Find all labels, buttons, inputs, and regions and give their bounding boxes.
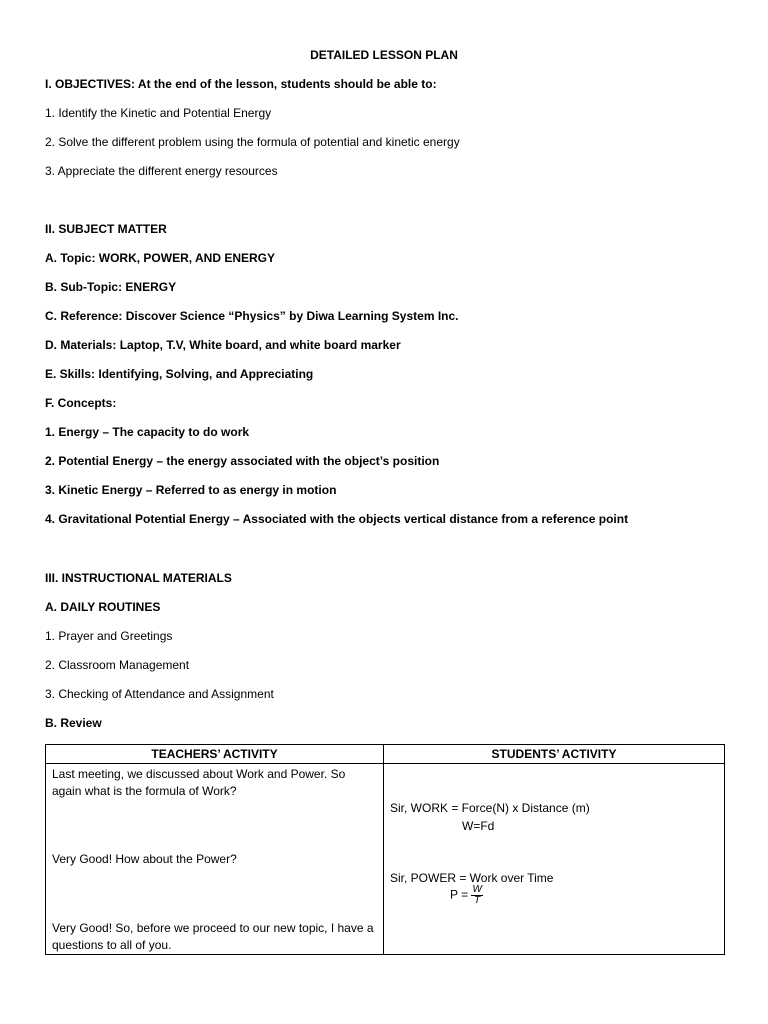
subject-matter-heading: II. SUBJECT MATTER [45,222,167,236]
subject-matter-item: D. Materials: Laptop, T.V, White board, and white board marker [45,338,401,352]
power-formula-lhs: P = [450,887,469,902]
instructional-materials-heading: III. INSTRUCTIONAL MATERIALS [45,571,232,585]
objectives-heading: I. OBJECTIVES: At the end of the lesson, students should be able to: [45,77,437,91]
fraction-denominator: T [474,895,481,906]
concept-item: 1. Energy – The capacity to do work [45,425,250,439]
students-activity-header: STUDENTS’ ACTIVITY [384,745,725,764]
subject-matter-item: F. Concepts: [45,396,117,410]
routine-item: 3. Checking of Attendance and Assignment [45,687,274,701]
objective-item: 1. Identify the Kinetic and Potential Energy [45,106,272,120]
review-table [45,744,725,955]
power-fraction [471,885,482,906]
concept-item: 4. Gravitational Potential Energy – Associated with the objects vertical distance from a reference point [45,512,629,526]
fraction-numerator: W [472,884,482,895]
students-activity-cell [384,764,725,955]
table-header-row [46,745,725,764]
subject-matter-item: E. Skills: Identifying, Solving, and Appreciating [45,367,314,381]
work-formula: W=Fd [462,819,495,833]
objective-item: 2. Solve the different problem using the formula of potential and kinetic energy [45,135,460,149]
objective-item: 3. Appreciate the different energy resources [45,164,278,178]
routine-item: 2. Classroom Management [45,658,190,672]
routine-item: 1. Prayer and Greetings [45,629,173,643]
student-work-answer: Sir, WORK = Force(N) x Distance (m) [390,801,590,815]
subject-matter-item: C. Reference: Discover Science “Physics” by Diwa Learning System Inc. [45,309,459,323]
teachers-activity-header: TEACHERS’ ACTIVITY [46,745,384,764]
subject-matter-item: A. Topic: WORK, POWER, AND ENERGY [45,251,275,265]
teacher-line: Very Good! So, before we proceed to our new topic, I have a questions to all of you. [52,921,374,952]
review-heading: B. Review [45,716,102,730]
concept-item: 2. Potential Energy – the energy associated with the object’s position [45,454,440,468]
table-row [46,764,725,955]
power-formula [450,885,483,906]
teachers-activity-cell [46,764,384,955]
daily-routines-heading: A. DAILY ROUTINES [45,600,161,614]
teacher-line: Last meeting, we discussed about Work and Power. So again what is the formula of Work? [52,767,346,798]
subject-matter-item: B. Sub-Topic: ENERGY [45,280,177,294]
student-power-answer: Sir, POWER = Work over Time [390,871,554,885]
teacher-line: Very Good! How about the Power? [52,852,237,866]
concept-item: 3. Kinetic Energy – Referred to as energy in motion [45,483,337,497]
document-title: DETAILED LESSON PLAN [310,48,458,62]
